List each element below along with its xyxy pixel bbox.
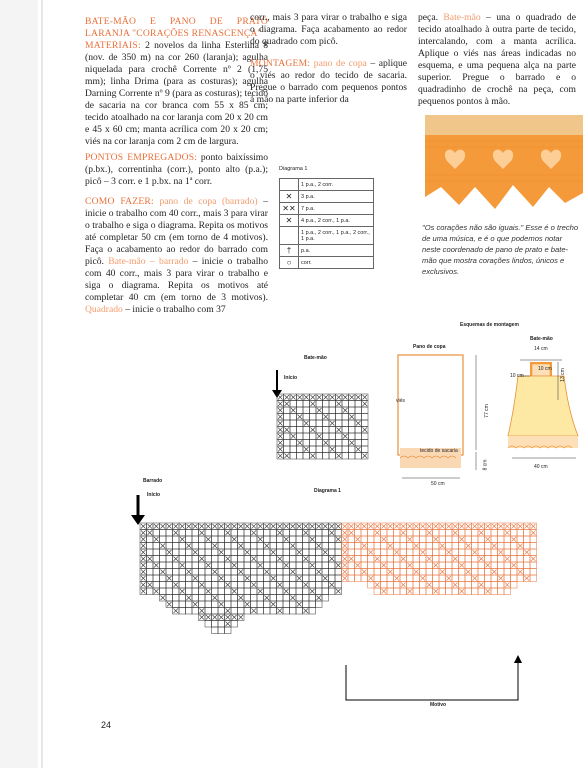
col3-text-pre: peça. xyxy=(418,12,438,23)
article-heading: BATE-MÃO E PANO DE PRATO LARANJA "CORAÇÕES RENASCENÇA" xyxy=(85,16,268,39)
how-text2: – inicie o trabalho com 40 corr., mais 3 para virar o trabalho e siga o diagrama. Repita os motivos até completar 40 cm (em torno de 3 motivos). xyxy=(85,256,269,303)
legend-row xyxy=(280,179,374,191)
vies-label: viés xyxy=(396,398,405,404)
legend-text: corr. xyxy=(299,257,374,269)
how-sub3: Quadrado xyxy=(85,304,123,315)
batemao-chart-label: Bate-mão xyxy=(304,355,327,361)
points-label: PONTOS EMPREGADOS: xyxy=(85,152,198,163)
pano-copa-label: Pano de copa xyxy=(413,344,446,350)
col3-text: – una o quadrado de tecido atoalhado à outra parte de tecido, intercalando, com a manta acrílica. Aplique o viés nas áreas indicadas no esquema, e uma pequena alça na parte superior. Pregue o barrado e o quadradinho de crochê na peça, com pequenos pontos à mão. xyxy=(418,12,576,107)
page-number: 24 xyxy=(101,720,112,730)
pull-quote: "Os corações não são iguais." Esse é o trecho de uma música, e é o que podemos notar neste coordenado de pano de prato e bate-mão que mostra corações lindos, únicos e exclusivos. xyxy=(422,223,579,276)
how-label: COMO FAZER: xyxy=(85,196,154,207)
legend-text: 7 p.a. xyxy=(299,203,374,215)
inicio-label-2: Início xyxy=(147,492,161,498)
legend-symbol: ○ xyxy=(280,257,299,269)
montage-sub: pano de copa xyxy=(313,58,367,69)
legend-title: Diagrama 1 xyxy=(279,166,308,172)
dim-8: 8 cm xyxy=(482,459,489,471)
legend-symbol xyxy=(280,179,299,191)
how-sub1: pano de copa (barrado) xyxy=(159,196,258,207)
diagram1-label: Diagrama 1 xyxy=(314,488,341,494)
legend-row xyxy=(280,227,374,245)
legend-symbol: ✕✕ xyxy=(280,203,299,215)
barrado-label: Barrado xyxy=(143,478,163,484)
materials-label: MATERIAIS: xyxy=(85,40,141,51)
legend-text: 3 p.a. xyxy=(299,191,374,203)
lace-photo xyxy=(425,115,583,220)
legend-text: p.a. xyxy=(299,245,374,257)
dim-10b: 10 cm xyxy=(538,366,552,372)
legend-symbol: ✕ xyxy=(280,215,299,227)
dim-40: 40 cm xyxy=(534,464,548,470)
legend-row xyxy=(280,215,374,227)
col3-sub: Bate-mão xyxy=(443,12,481,23)
legend-diagram1 xyxy=(279,166,374,269)
dim-13: 13 cm xyxy=(559,368,566,382)
bate-mao-label: Bate-mão xyxy=(530,336,553,342)
dim-10a: 10 cm xyxy=(510,373,524,379)
esquemas-title: Esquemas de montagem xyxy=(460,322,519,328)
column-right xyxy=(418,12,576,116)
tecido-label: tecido de sacaria xyxy=(420,448,458,454)
legend-symbol: † xyxy=(280,245,299,257)
how-text1: – inicie o trabalho com 40 corr., mais 3 para virar o trabalho e siga o diagrama. Repita os motivos até completar 50 cm (em torno de 4 motivos). Faça o acabamento ao redor do barrado com picô. xyxy=(85,196,268,267)
montage-text: – aplique o viés ao redor do tecido de sacaria. Pregue o barrado com pequenos pontos à mão na parte inferior da xyxy=(250,58,407,105)
how-text3: – inicie o trabalho com 37 xyxy=(125,304,226,315)
points-text: ponto baixíssimo (p.bx.), correntinha (corr.), ponto alto (p.a.); picô – 3 corr. e 1 p.bx. na 1ª corr. xyxy=(85,152,269,187)
materials-text: 2 novelos da linha Esterlina 8 (nov. de 350 m) na cor 260 (laranja); agulha niquelada para crochê Corrente nº 2 (1,75 mm); linha Drima (para as costuras); agulha Darning Corrente nº 9 (para as costuras); tecido de sacaria na cor branca com 55 x 85 cm; tecido atoalhado na cor laranja com 20 x 20 cm e 45 x 60 cm; manta acrílica com 20 x 20 cm; viés na cor laranja com 2 cm de largura. xyxy=(85,40,268,147)
dim-77: 77 cm xyxy=(483,404,490,418)
motivo-label: Motivo xyxy=(430,702,447,708)
col2-text1: corr., mais 3 para virar o trabalho e siga o diagrama. Faça acabamento ao redor do quadrado com picô. xyxy=(250,12,407,47)
batemao-chart xyxy=(270,370,385,460)
legend-row xyxy=(280,191,374,203)
legend-symbol: ✕ xyxy=(280,191,299,203)
legend-text: 1 p.a., 2 corr. xyxy=(299,179,374,191)
dim-50: 50 cm xyxy=(431,481,445,487)
legend-row xyxy=(280,257,374,269)
inicio-label: Início xyxy=(284,375,298,381)
legend-text: 1 p.a., 2 corr., 1 p.a., 2 corr., 1 p.a. xyxy=(299,227,374,245)
legend-symbol xyxy=(280,227,299,245)
how-sub2: Bate-mão – barrado xyxy=(108,256,189,267)
column-left xyxy=(85,16,268,324)
legend-row xyxy=(280,203,374,215)
barrado-diagram xyxy=(128,495,538,710)
legend-row xyxy=(280,245,374,257)
montage-label: MONTAGEM: xyxy=(250,58,311,69)
column-middle xyxy=(250,12,407,114)
dim-14: 14 cm xyxy=(534,346,548,352)
legend-text: 4 p.a., 2 corr., 1 p.a. xyxy=(299,215,374,227)
